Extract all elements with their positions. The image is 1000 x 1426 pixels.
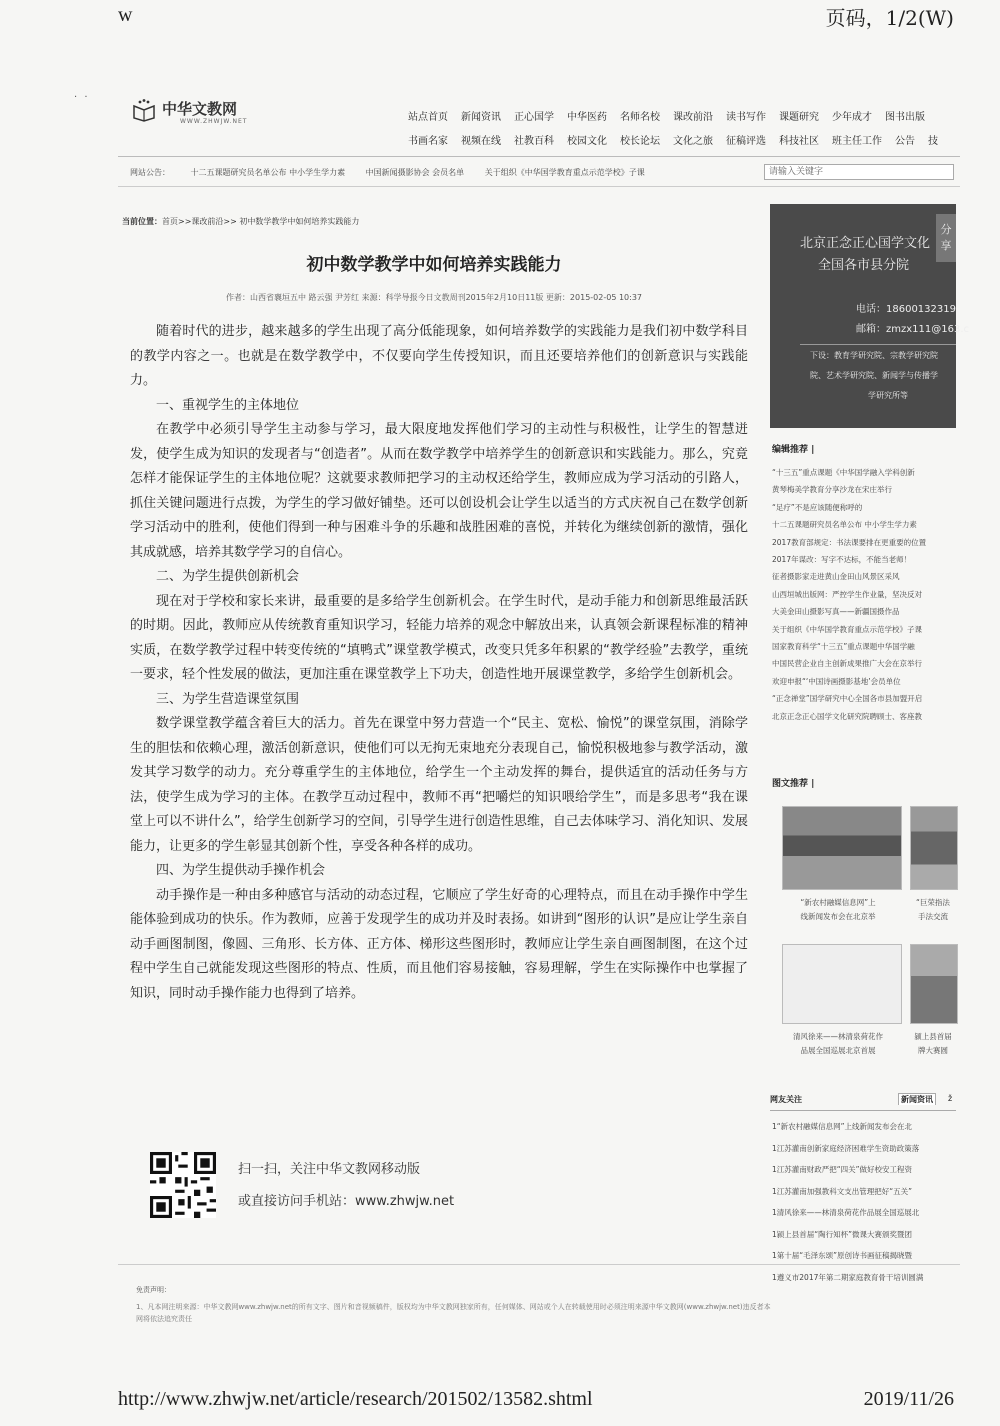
tab-news[interactable]: 新闻资讯	[898, 1093, 936, 1105]
nav-item[interactable]: 征稿评选	[726, 136, 766, 147]
nav-item[interactable]: 技	[928, 136, 938, 147]
breadcrumb-label: 当前位置：	[122, 217, 162, 226]
list-item[interactable]: 1“新农村融媒信息网”上线新闻发布会在北	[772, 1122, 913, 1131]
notice-link[interactable]: 关于组织《中华国学教育重点示范学校》子课	[484, 168, 645, 177]
nav-item[interactable]: 站点首页	[408, 112, 448, 123]
qr-caption: 扫一扫，关注中华文教网移动版	[238, 1162, 421, 1177]
section-heading: 二、为学生提供创新机会	[156, 569, 300, 584]
breadcrumb-path[interactable]: 首页>>课改前沿>> 初中数学教学中如何培养实践能力	[162, 217, 360, 226]
news-list	[772, 1116, 958, 1288]
mobile-site-link[interactable]: 或直接访问手机站：www.zhwjw.net	[238, 1194, 455, 1209]
list-item[interactable]: “足疗”不是应该随便称呼的	[772, 502, 863, 512]
nav-item[interactable]: 新闻资讯	[461, 112, 501, 123]
list-item[interactable]: “十三五”重点课题《中华国学融入学科创新	[772, 468, 915, 477]
print-header-left: w	[118, 4, 133, 26]
news-tabs	[770, 1094, 956, 1111]
photo-thumbnail[interactable]	[782, 944, 902, 1024]
banner-text: 下设：教育学研究院、宗教学研究院	[810, 351, 938, 360]
article-title: 初中数学教学中如何培养实践能力	[306, 255, 562, 275]
nav-item[interactable]: 中华医药	[567, 112, 607, 123]
article-paragraph: 随着时代的进步，越来越多的学生出现了高分低能现象，如何培养数学的实践能力是我们初中数学科目的教学内容之一。也就是在数学教学中，不仅要向学生传授知识，而且还要培养他们的创新意识与实践能力。	[130, 324, 748, 388]
banner-divider	[800, 344, 956, 345]
book-logo-icon	[132, 98, 156, 122]
photo-caption[interactable]	[788, 896, 888, 924]
list-item[interactable]: 十二五课题研究员名单公布 中小学生学力素	[772, 520, 917, 530]
list-item[interactable]: 中国民营企业自主创新成果推广大会在京举行	[772, 659, 922, 669]
article-paragraph: 动手操作是一种由多种感官与活动的动态过程，它顺应了学生好奇的心理特点，而且在动手操作中学生能体验到成功的快乐。作为教师，应善于发现学生的成功并及时表扬。如讲到“图形的认识”是应让学生亲自动手画图制图，像圆、三角形、长方体、正方体、梯形这些图形时，教师应让学生亲自画图制图，在这个过程中学生自己就能发现这些图形的特点、性质，而且他们容易接触，容易理解，学生在实际操作中也掌握了知识，同时动手操作能力也得到了培养。	[130, 887, 748, 1001]
caption-line: 手法交流	[918, 912, 948, 921]
list-item[interactable]: 1江苏灌南创新家庭经济困难学生资助政策落	[772, 1143, 920, 1153]
photo-thumbnail[interactable]	[782, 806, 902, 890]
tab-more[interactable]: ž	[948, 1094, 953, 1103]
photo-thumbnail[interactable]	[910, 944, 958, 1024]
main-nav-row-2	[408, 132, 960, 147]
print-footer-date: 2019/11/26	[863, 1388, 954, 1410]
list-item[interactable]: 征者摄影家走进黄山金田山风景区采风	[772, 572, 900, 582]
nav-item[interactable]: 视频在线	[461, 136, 501, 147]
article-paragraph: 数学课堂教学蕴含着巨大的活力。首先在课堂中努力营造一个“民主、宽松、愉悦”的课堂氛围，消除学生的胆怯和依赖心理，激活创新意识，使他们可以无拘无束地充分表现自己，愉悦积极地参与教学活动，激发其学习数学的动力。充分尊重学生的主体地位，给学生一个主动发挥的舞台，提供适宜的活动任务与方法，使学生成为学习的主体。在教学互动过程中，教师不再“把嚼烂的知识喂给学生”，而是多思考“我在课堂上可以不讲什么”，给学生创新学习的空间，引导学生进行创造性思维，自己去体味学习、消化知识、发展能力，让更多的学生彰显其创新个性，享受各种各样的成功。	[130, 716, 748, 854]
nav-item[interactable]: 名师名校	[620, 112, 660, 123]
list-item[interactable]: 大美金田山摄影写真——新疆国摄作品	[772, 607, 900, 617]
photo-caption[interactable]	[910, 896, 956, 924]
list-item[interactable]: 2017教育部规定：书法课要排在更重要的位置	[772, 537, 927, 547]
site-logo[interactable]	[132, 96, 272, 136]
article-paragraph: 在教学中必须引导学生主动参与学习，最大限度地发挥他们学习的主动性与积极性，让学生的智慧迸发，使学生成为知识的发现者与“创造者”。从而在数学教学中培养学生的创新意识和实践能力。那么，究竟怎样才能保证学生的主体地位呢？这就要求教师把学习的主动权还给学生，教师应成为学习活动的引路人，抓住关键问题进行点拨，为学生的学习做好铺垫。还可以创设机会让学生以适当的方式庆祝自己在数学创新学习活动中的胜利，使他们得到一种与困难斗争的乐趣和战胜困难的喜悦，并转化为继续创新的激情，强化其成就感，培养其数学学习的自信心。	[130, 422, 748, 560]
scan-speckle: · ·	[74, 92, 90, 103]
print-footer-url: http://www.zhwjw.net/article/research/201502/13582.shtml	[118, 1388, 593, 1410]
main-nav-row-1	[408, 108, 960, 123]
editor-picks-heading: 编辑推荐 |	[772, 445, 815, 455]
nav-item[interactable]: 公告	[895, 136, 915, 147]
list-item[interactable]: 1江苏灌南加强教科文支出管理把好“五关”	[772, 1186, 913, 1196]
banner-phone: 电话：18600132319	[856, 304, 956, 315]
nav-item[interactable]: 书画名家	[408, 136, 448, 147]
caption-line: 牌大赛圆	[918, 1046, 948, 1055]
nav-item[interactable]: 社教百科	[514, 136, 554, 147]
caption-line: “巨荣指法	[916, 898, 950, 907]
nav-item[interactable]: 文化之旅	[673, 136, 713, 147]
section-heading: 四、为学生提供动手操作机会	[156, 863, 326, 878]
header-divider	[118, 156, 960, 157]
list-item[interactable]: 北京正念正心国学文化研究院聘顾士、客座教	[772, 711, 922, 721]
breadcrumb	[122, 216, 359, 227]
list-item[interactable]: 1江苏灌南财政严把“四关”做好校安工程资	[772, 1165, 913, 1174]
share-button[interactable]: 分享	[936, 214, 956, 262]
banner-text: 学研究所等	[868, 391, 908, 400]
photo-picks-heading: 图文推荐 |	[772, 779, 815, 789]
list-item[interactable]: “正念禅堂”国学研究中心全国各市县加盟开启	[772, 694, 923, 704]
list-item[interactable]: 1遵义市2017年第二期家庭教育骨干培训圆满	[772, 1272, 924, 1282]
article-meta: 作者：山西省襄垣五中 路云强 尹芳红 来源：科学导报今日文教周刊2015年2月10日11版 更新：2015-02-05 10:37	[225, 293, 643, 302]
list-item[interactable]: 1第十届“毛泽东颂”原创诗书画征稿揭晓暨	[772, 1251, 913, 1260]
print-page-number: 页码，1/2(W)	[825, 6, 954, 30]
nav-item[interactable]: 课题研究	[779, 112, 819, 123]
logo-domain: WWW.ZHWJW.NET	[180, 118, 248, 125]
banner-subtitle: 全国各市县分院	[818, 258, 910, 273]
notice-link[interactable]: 十二五课题研究员名单公布 中小学生学力素	[190, 168, 346, 177]
notice-label: 网站公告：	[130, 168, 170, 177]
ad-banner[interactable]	[770, 204, 970, 428]
notice-link[interactable]: 中国新闻摄影协会 会员名单	[365, 168, 465, 177]
list-item[interactable]: 欢迎申报“‘中国诗画摄影基地’会员单位	[772, 676, 901, 686]
disclaimer-title: 免责声明：	[136, 1286, 171, 1294]
search-input[interactable]: 请输入关键字	[764, 164, 954, 180]
nav-item[interactable]: 正心国学	[514, 112, 554, 123]
list-item[interactable]: 黄琴梅美学教育分享沙龙在宋庄举行	[772, 485, 892, 495]
nav-item[interactable]: 班主任工作	[832, 136, 882, 147]
list-item[interactable]: 1颍上县首届“陶行知杯”微课大赛颁奖暨团	[772, 1229, 913, 1239]
article-paragraph: 现在对于学校和家长来讲，最重要的是多给学生创新机会。在学生时代，是动手能力和创新思维最活跃的时期。因此，教师应从传统教育重知识学习，轻能力培养的观念中解放出来，认真领会新课程标准的精神实质，在数学教学过程中转变传统的“填鸭式”课堂教学模式，改变只凭多年积累的“教学经验”去教学，重统一要求，轻个性发展的做法，更加注重在课堂教学上下功夫，创造性地开展课堂教学，多给学生创新机会。	[130, 593, 748, 682]
list-item[interactable]: 山西垣城出版网：严控学生作业量，坚决反对	[772, 589, 922, 599]
section-heading: 三、为学生营造课堂氛围	[156, 691, 300, 707]
qr-code-icon	[150, 1152, 216, 1218]
caption-line: 清风徐来——林清泉荷花作	[793, 1032, 883, 1041]
notice-divider	[118, 186, 960, 187]
photo-thumbnail[interactable]	[910, 806, 958, 890]
caption-line: 线新闻发布会在北京举	[800, 912, 876, 921]
nav-item[interactable]: 校长论坛	[620, 136, 660, 147]
caption-line: 颍上县首届	[914, 1032, 952, 1041]
banner-email: 邮箱：zmzx111@163.c	[856, 324, 970, 335]
caption-line: 品展全国巡展北京首展	[800, 1046, 876, 1055]
site-notice-bar	[130, 167, 663, 178]
section-heading: 一、重视学生的主体地位	[156, 397, 300, 413]
list-item[interactable]: 国家教育科学“十三五”重点课题中华国学融	[772, 642, 915, 652]
nav-item[interactable]: 图书出版	[885, 112, 925, 123]
list-item[interactable]: 1清风徐来——林清泉荷花作品展全国巡展北	[772, 1208, 920, 1217]
nav-item[interactable]: 读书写作	[726, 112, 766, 123]
nav-item[interactable]: 科技社区	[779, 136, 819, 147]
list-item[interactable]: 关于组织《中华国学教育重点示范学校》子课	[772, 624, 922, 634]
logo-text: 中华文教网	[162, 100, 238, 118]
photo-caption[interactable]	[788, 1030, 888, 1058]
banner-title: 北京正念正心国学文化	[800, 236, 931, 251]
photo-caption[interactable]	[910, 1030, 956, 1058]
banner-text: 院、艺术学研究院、新闻学与传播学	[810, 371, 938, 380]
nav-item[interactable]: 少年成才	[832, 112, 872, 123]
disclaimer-text: 1、凡本网注明来源：中华文教网www.zhwjw.net的所有文字、图片和音视频稿件，版权均为中华文教网独家所有，任何媒体、网站或个人在转载使用时必须注明来源中华文教网(www.zhwjw.net)违反者本网将依法追究责任	[136, 1303, 771, 1323]
list-item[interactable]: 2017年谋改：写字不达标，不能当老师！	[772, 555, 912, 565]
nav-item[interactable]: 课改前沿	[673, 112, 713, 123]
tab-netizen[interactable]: 网友关注	[770, 1095, 802, 1104]
editor-picks-list	[772, 464, 958, 725]
nav-item[interactable]: 校园文化	[567, 136, 607, 147]
article-body	[130, 320, 748, 1006]
caption-line: “新农村融媒信息网”上	[800, 898, 876, 907]
